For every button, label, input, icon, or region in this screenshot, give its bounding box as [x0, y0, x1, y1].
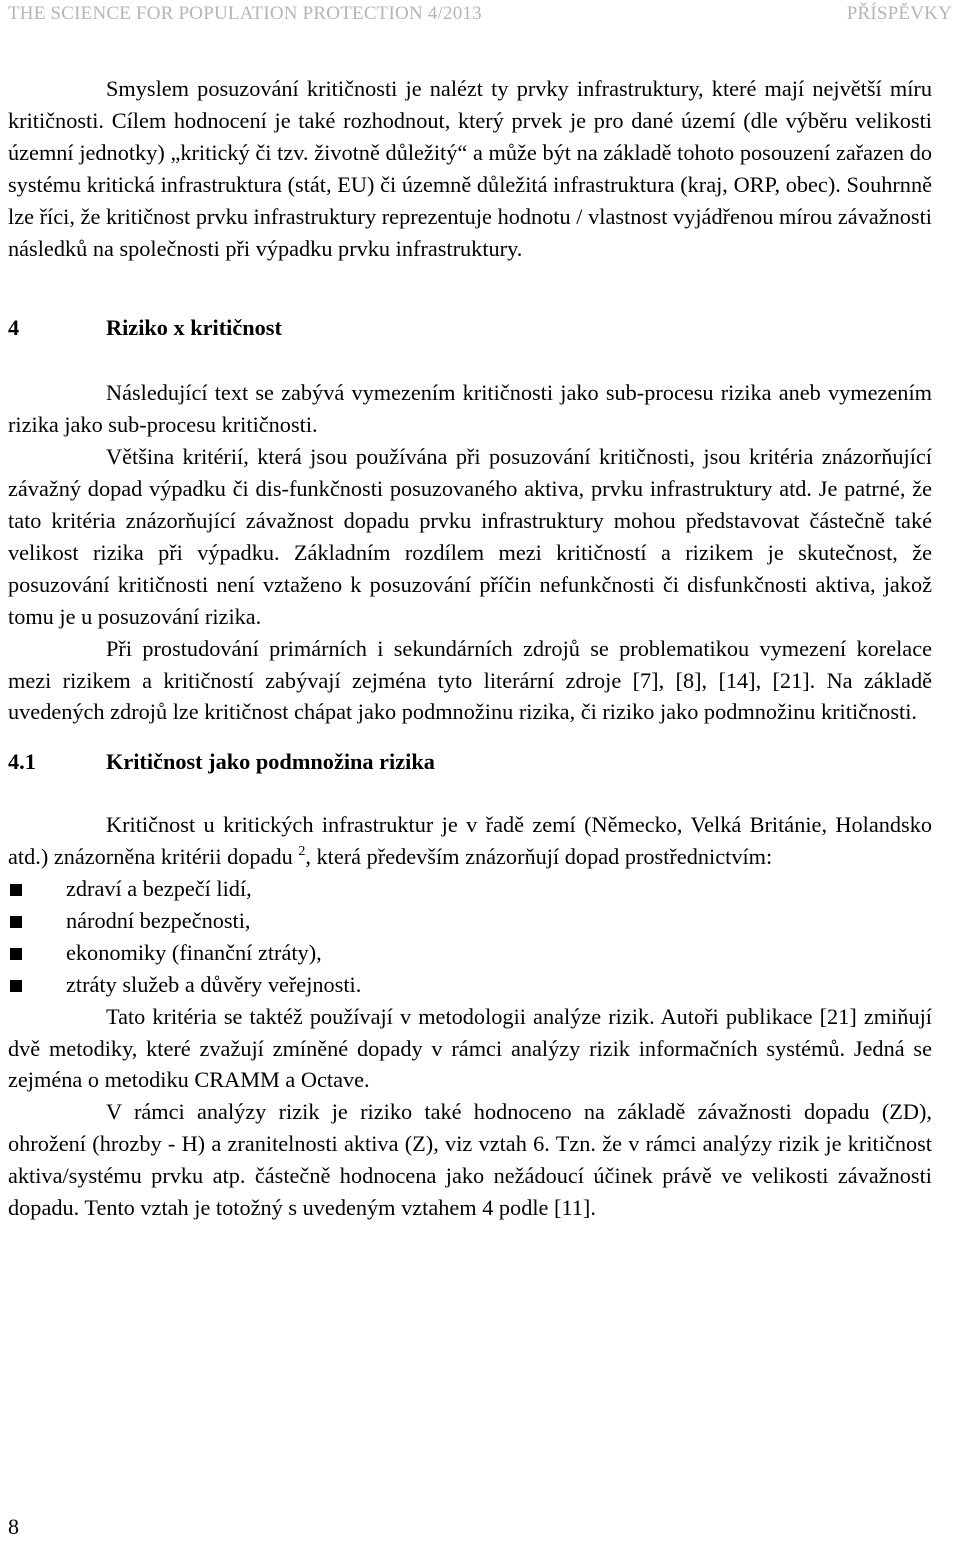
intro-paragraph: Smyslem posuzování kritičnosti je nalézt ty prvky infrastruktury, které mají největší míru kritičnosti. Cílem hodnocení je také rozhodnout, který prvek je pro dané území (dle výběru velikosti územní jednotky) „kritický či tzv. životně důležitý“ a může být na základě tohoto posouzení zařazen do systému kritická infrastruktura (stát, EU) či územně důležitá infrastruktura (kraj, ORP, obec). Souhrnně lze říci, že kritičnost prvku infrastruktury reprezentuje hodnotu / vlastnost vyjádřenou mírou závažnosti následků na společnosti při výpadku prvku infrastruktury. [8, 76, 932, 261]
list-item-text: národní bezpečnosti, [66, 907, 251, 933]
list-item-text: zdraví a bezpečí lidí, [66, 876, 252, 902]
body-paragraph: Při prostudování primárních i sekundárních zdrojů se problematikou vymezení korelace mezi rizikem a kritičností zabývají zejména tyto literární zdroje [7], [8], [14], [21]. Na základě uvedených zdrojů lze kritičnost chápat jako podmnožinu rizika, či riziko jako podmnožinu kritičnosti. [8, 635, 932, 725]
paragraph-text: , která především znázorňují dopad prostřednictvím: [305, 844, 773, 870]
section-title: Riziko x kritičnost [106, 315, 282, 341]
section-heading-4 [8, 312, 932, 344]
list-item [8, 905, 932, 937]
section-number: 4 [8, 315, 20, 341]
square-bullet-icon [10, 980, 22, 992]
section-number: 4.1 [8, 749, 36, 775]
body-paragraph: Většina kritérií, která jsou používána při posuzování kritičnosti, jsou kritéria znázorňující závažný dopad výpadku či dis-funkčnosti posuzovaného aktiva, prvku infrastruktury atd. Je patrné, že tato kritéria znázorňující závažnost dopadu prvku infrastruktury mohou představovat částečně také velikost rizika při výpadku. Základním rozdílem mezi kritičností a rizikem je skutečnost, že posuzování kritičnosti není vztaženo k posuzování příčin nefunkčnosti či disfunkčnosti aktiva, jakož tomu je u posuzování rizika. [8, 444, 932, 629]
list-item [8, 873, 932, 905]
footnote-mark: 2 [298, 844, 306, 860]
section-label: PŘÍSPĚVKY [846, 3, 952, 24]
list-item-text: ztráty služeb a důvěry veřejnosti. [66, 971, 362, 997]
body-paragraph-with-footnote [8, 809, 932, 873]
running-header [8, 3, 952, 25]
section-title: Kritičnost jako podmnožina rizika [106, 749, 435, 775]
section-heading-4-1 [8, 746, 932, 778]
body-paragraph: Následující text se zabývá vymezením kritičnosti jako sub-procesu rizika aneb vymezením rizika jako sub-procesu kritičnosti. [8, 380, 932, 438]
journal-title: THE SCIENCE FOR POPULATION PROTECTION 4/2013 [8, 3, 482, 24]
list-item [8, 969, 932, 1001]
list-item-text: ekonomiky (finanční ztráty), [66, 939, 322, 965]
page-number: 8 [8, 1514, 19, 1539]
square-bullet-icon [10, 948, 22, 960]
body-paragraph: Tato kritéria se taktéž používají v metodologii analýze rizik. Autoři publikace [21] zmiňují dvě metodiky, které zvažují zmíněné dopady v rámci analýzy rizik informačních systémů. Jedná se zejména o metodiku CRAMM a Octave. [8, 1003, 932, 1093]
body-paragraph: V rámci analýzy rizik je riziko také hodnoceno na základě závažnosti dopadu (ZD), ohrožení (hrozby - H) a zranitelnosti aktiva (Z), viz vztah 6. Tzn. že v rámci analýzy rizik je kritičnost aktiva/systému prvku atp. částečně hodnocena jako nežádoucí účinek právě ve velikosti závažnosti dopadu. Tento vztah je totožný s uvedeným vztahem 4 podle [11]. [8, 1099, 932, 1221]
square-bullet-icon [10, 916, 22, 928]
list-item [8, 937, 932, 969]
paragraph-text: Kritičnost u kritických infrastruktur je v řadě zemí (Německo, Velká Británie, Holandsko atd.) znázorněna kritérii dopadu [8, 812, 932, 870]
square-bullet-icon [10, 884, 22, 896]
article-body [8, 73, 932, 1224]
impact-criteria-list [8, 873, 932, 1001]
